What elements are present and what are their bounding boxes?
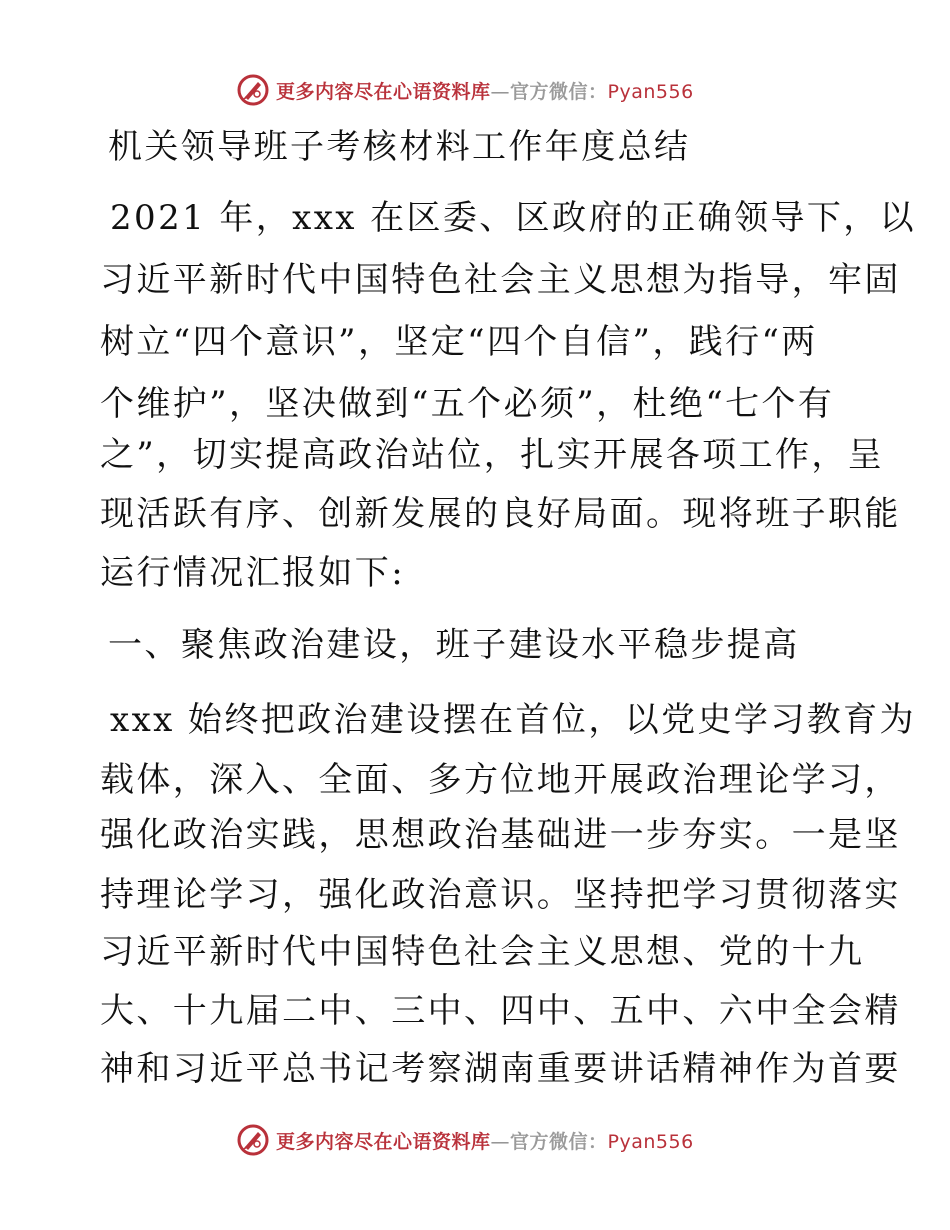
watermark-brand: 更多内容尽在心语资料库: [276, 80, 491, 103]
paragraph-line-text: 之”，切实提高政治站位，扎实开展各项工作，呈: [100, 435, 885, 475]
paragraph-line-text: 习近平新时代中国特色社会主义思想、党的十九: [100, 932, 865, 972]
paragraph-line: [100, 553, 406, 593]
paragraph-line-text: xxx 始终把政治建设摆在首位，以党史学习教育为: [110, 700, 916, 740]
paragraph-line-text: 载体，深入、全面、多方位地开展政治理论学习，: [100, 760, 901, 800]
paragraph-line-text: 2021 年，xxx 在区委、区政府的正确领导下，以: [110, 198, 917, 238]
watermark-brand: 更多内容尽在心语资料库: [276, 1130, 491, 1153]
paragraph-line-text: 大、十九届二中、三中、四中、五中、六中全会精: [100, 991, 901, 1031]
watermark-separator: —: [490, 80, 511, 103]
paragraph-line-text: 个维护”，坚决做到“五个必须”，杜绝“七个有: [100, 384, 835, 424]
paragraph-line-text: 强化政治实践，思想政治基础进一步夯实。一是坚: [100, 815, 901, 855]
watermark-text: [276, 77, 694, 104]
brand-logo-icon: [236, 73, 270, 107]
paragraph-line: [100, 494, 901, 534]
paragraph-line-text: 运行情况汇报如下:: [100, 553, 406, 593]
paragraph-line: [110, 198, 917, 238]
paragraph-line: [100, 932, 865, 972]
paragraph-line: [110, 700, 916, 740]
watermark-wechat-label: 官方微信：: [510, 1130, 608, 1153]
watermark-wechat-id: Pyan556: [607, 80, 694, 103]
paragraph-line-text: 神和习近平总书记考察湖南重要讲话精神作为首要: [100, 1049, 901, 1089]
paragraph-line: [100, 260, 901, 300]
document-title: [108, 127, 691, 167]
section-heading: [108, 625, 800, 665]
paragraph-line: [100, 435, 885, 475]
paragraph-line: [100, 875, 901, 915]
watermark-wechat-id: Pyan556: [607, 1130, 694, 1153]
watermark-header: [236, 72, 694, 108]
document-title-text: 机关领导班子考核材料工作年度总结: [108, 127, 691, 167]
paragraph-line: [100, 991, 901, 1031]
watermark-wechat-label: 官方微信：: [510, 80, 608, 103]
paragraph-line: [100, 384, 835, 424]
paragraph-line-text: 现活跃有序、创新发展的良好局面。现将班子职能: [100, 494, 901, 534]
paragraph-line: [100, 1049, 901, 1089]
watermark-text: [276, 1127, 694, 1154]
paragraph-line: [100, 322, 818, 362]
paragraph-line: [100, 815, 901, 855]
paragraph-line-text: 习近平新时代中国特色社会主义思想为指导，牢固: [100, 260, 901, 300]
watermark-footer: [236, 1122, 694, 1158]
paragraph-line-text: 持理论学习，强化政治意识。坚持把学习贯彻落实: [100, 875, 901, 915]
watermark-separator: —: [490, 1130, 511, 1153]
paragraph-line: [100, 760, 901, 800]
brand-logo-icon: [236, 1123, 270, 1157]
paragraph-line-text: 树立“四个意识”，坚定“四个自信”，践行“两: [100, 322, 818, 362]
section-heading-text: 一、聚焦政治建设，班子建设水平稳步提高: [108, 625, 800, 665]
